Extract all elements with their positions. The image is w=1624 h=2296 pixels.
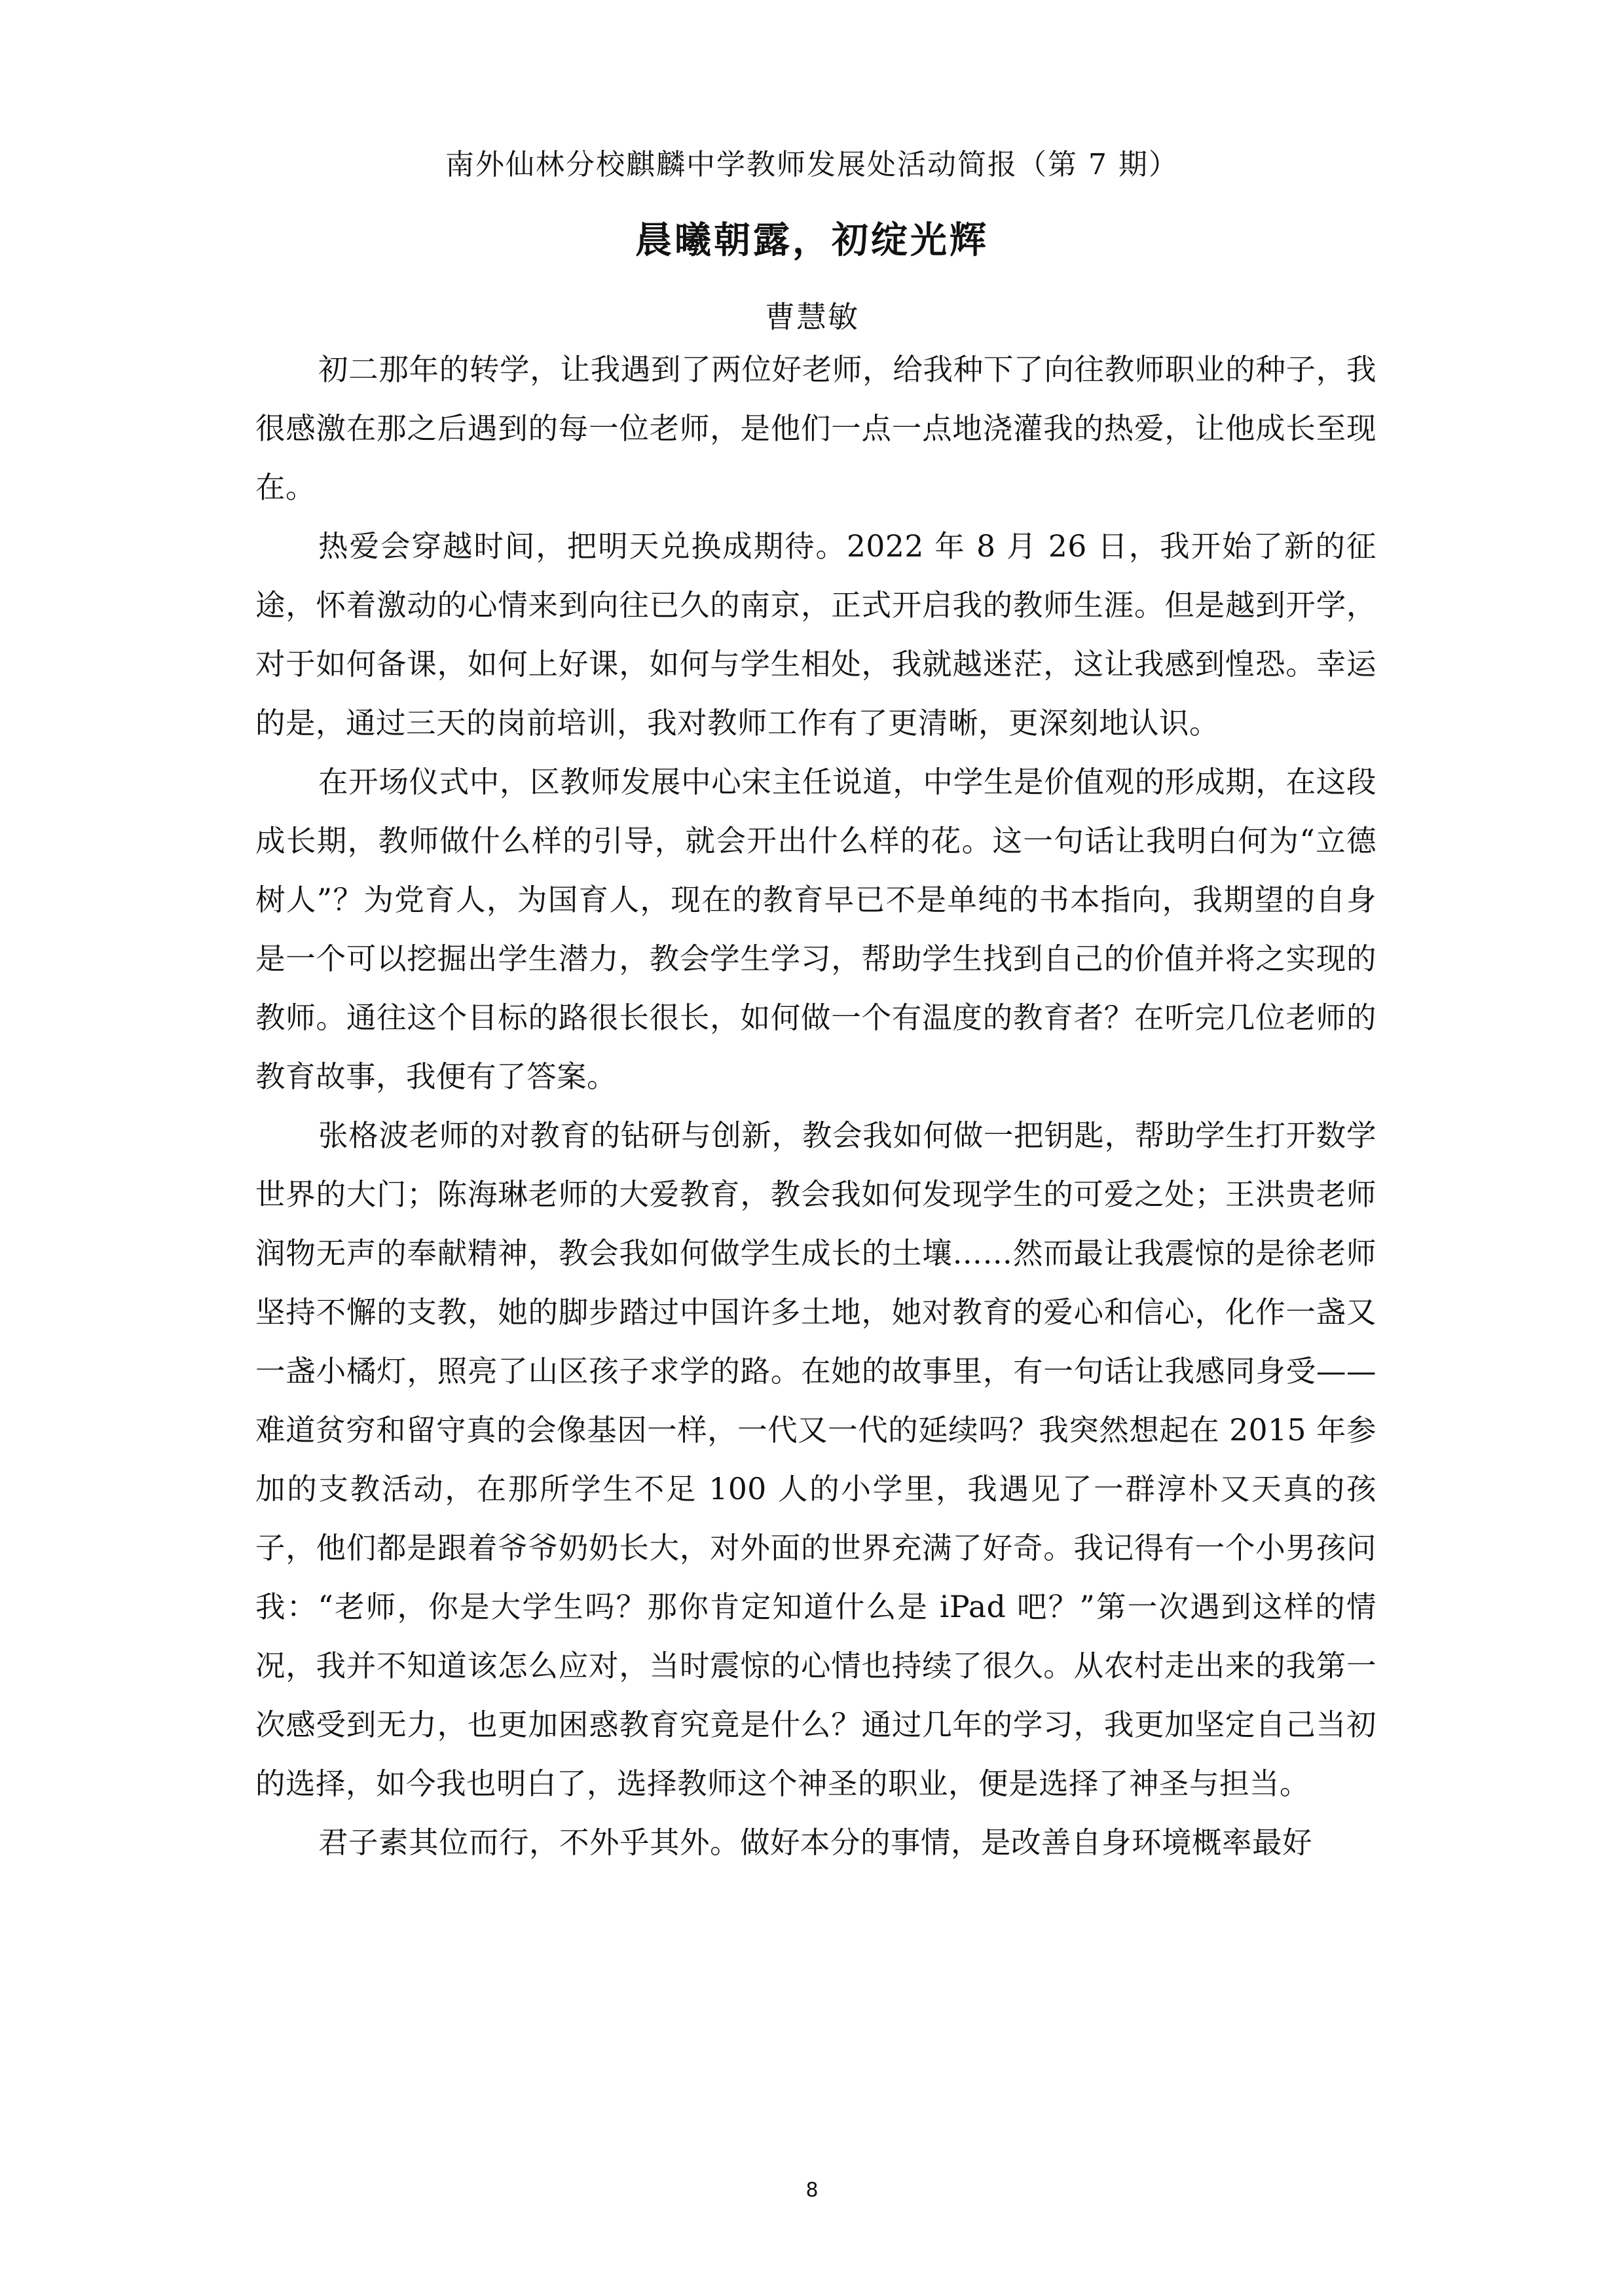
article-body <box>255 340 1376 2160</box>
paragraph: 热爱会穿越时间，把明天兑换成期待。2022 年 8 月 26 日，我开始了新的征途，怀着激动的心情来到向往已久的南京，正式开启我的教师生涯。但是越到开学，对于如何备课，如何上好课，如何与学生相处，我就越迷茫，这让我感到惶恐。幸运的是，通过三天的岗前培训，我对教师工作有了更清晰，更深刻地认识。 <box>255 529 1376 740</box>
paragraph: 在开场仪式中，区教师发展中心宋主任说道，中学生是价值观的形成期，在这段成长期，教师做什么样的引导，就会开出什么样的花。这一句话让我明白何为“立德树人”？为党育人，为国育人，现在的教育早已不是单纯的书本指向，我期望的自身是一个可以挖掘出学生潜力，教会学生学习，帮助学生找到自己的价值并将之实现的教师。通往这个目标的路很长很长，如何做一个有温度的教育者？在听完几位老师的教育故事，我便有了答案。 <box>255 765 1376 1094</box>
article-title: 晨曦朝露，初绽光辉 <box>635 219 989 262</box>
article-author: 曹慧敏 <box>765 299 859 335</box>
paragraph: 初二那年的转学，让我遇到了两位好老师，给我种下了向往教师职业的种子，我很感激在那之后遇到的每一位老师，是他们一点一点地浇灌我的热爱，让他成长至现在。 <box>255 352 1376 505</box>
page-number: 8 <box>805 2179 819 2202</box>
newsletter-header: 南外仙林分校麒麟中学教师发展处活动简报（第 7 期） <box>445 148 1179 181</box>
paragraph: 张格波老师的对教育的钻研与创新，教会我如何做一把钥匙，帮助学生打开数学世界的大门；陈海琳老师的大爱教育，教会我如何发现学生的可爱之处；王洪贵老师润物无声的奉献精神，教会我如何做学生成长的土壤……然而最让我震惊的是徐老师坚持不懈的支教，她的脚步踏过中国许多土地，她对教育的爱心和信心，化作一盏又一盏小橘灯，照亮了山区孩子求学的路。在她的故事里，有一句话让我感同身受——难道贫穷和留守真的会像基因一样，一代又一代的延续吗？我突然想起在 2015 年参加的支教活动，在那所学生不足 100 人的小学里，我遇见了一群淳朴又天真的孩子，他们都是跟着爷爷奶奶长大，对外面的世界充满了好奇。我记得有一个小男孩问我：“老师，你是大学生吗？那你肯定知道什么是 iPad 吧？”第一次遇到这样的情况，我并不知道该怎么应对，当时震惊的心情也持续了很久。从农村走出来的我第一次感受到无力，也更加困惑教育究竟是什么？通过几年的学习，我更加坚定自己当初的选择，如今我也明白了，选择教师这个神圣的职业，便是选择了神圣与担当。 <box>255 1118 1376 1801</box>
paragraph: 君子素其位而行，不外乎其外。做好本分的事情，是改善自身环境概率最好 <box>318 1825 1313 1860</box>
